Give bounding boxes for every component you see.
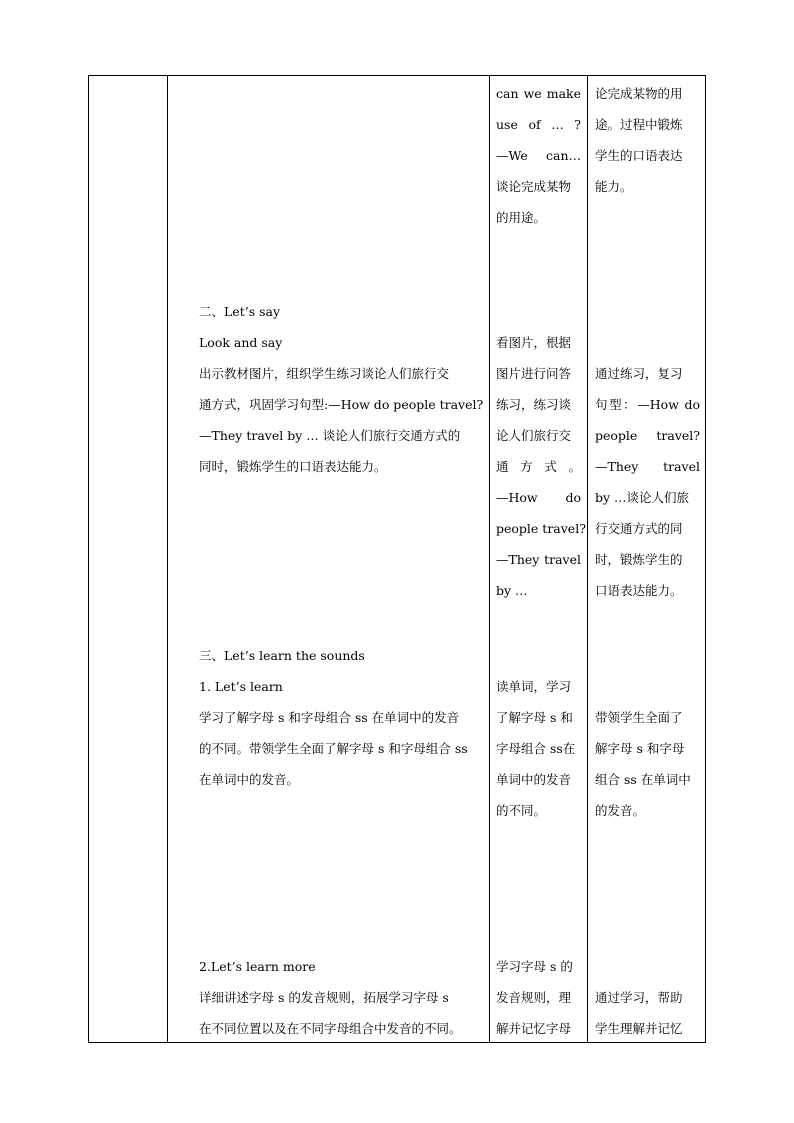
text-line: use of … ? <box>496 117 581 132</box>
text-line: people travel? <box>496 521 586 536</box>
text-line: —They travel by … 谈论人们旅行交通方式的 <box>199 428 461 443</box>
text-line: 在单词中的发音。 <box>199 772 300 787</box>
section2-activity-cell <box>496 327 586 606</box>
col4-top-cell <box>595 78 700 202</box>
text-line: 看图片，根据 <box>496 335 572 350</box>
column-divider <box>167 76 168 1042</box>
text-line: 行交通方式的同 <box>595 521 683 536</box>
section2-purpose-cell <box>595 358 700 606</box>
text-line: 带领学生全面了 <box>595 710 683 725</box>
text-line: 发音规则，理 <box>496 990 572 1005</box>
section3-more-activity-cell <box>496 951 581 1044</box>
text-line: 学生的口语表达 <box>595 148 683 163</box>
text-line: 口语表达能力。 <box>595 583 683 598</box>
text-line: 通过练习，复习 <box>595 366 683 381</box>
text-line: 学生理解并记忆 <box>595 1021 683 1036</box>
text-line: —How do <box>496 490 581 505</box>
text-line: 谈论完成某物 <box>496 179 572 194</box>
text-line: 的不同。 <box>496 803 547 818</box>
section3-more-purpose-cell <box>595 982 700 1044</box>
section-subheading: Look and say <box>199 335 283 350</box>
text-line: 学习了解字母 s 和字母组合 ss 在单词中的发音 <box>199 710 460 725</box>
text-line: 句型：—How do <box>595 397 700 412</box>
text-line: —They travel <box>496 552 581 567</box>
section-heading: 二、Let’s say <box>199 304 281 319</box>
section-subheading: 1. Let’s learn <box>199 679 283 694</box>
text-line: 字母组合 ss在 <box>496 741 576 756</box>
text-line: —We can… <box>496 148 581 163</box>
text-line: 出示教材图片，组织学生练习谈论人们旅行交 <box>199 366 450 381</box>
text-line: 解字母 s 和字母 <box>595 741 685 756</box>
text-line: by …谈论人们旅 <box>595 490 690 505</box>
text-line: 通方式，巩固学习句型:—How do people travel? <box>199 397 484 412</box>
col3-top-cell <box>496 78 581 233</box>
text-line: people travel? <box>595 428 700 443</box>
text-line: 了解字母 s 和 <box>496 710 573 725</box>
column-divider <box>489 76 490 1042</box>
text-line: 的用途。 <box>496 210 547 225</box>
text-line: 能力。 <box>595 179 633 194</box>
text-line: 单词中的发音 <box>496 772 572 787</box>
section3-teaching-cell <box>199 640 484 795</box>
section3-purpose-cell <box>595 702 700 826</box>
text-line: 论完成某物的用 <box>595 86 683 101</box>
text-line: 通过学习，帮助 <box>595 990 683 1005</box>
lesson-plan-table <box>88 75 706 1043</box>
text-line: 组合 ss 在单词中 <box>595 772 691 787</box>
text-line: 解并记忆字母 <box>496 1021 572 1036</box>
text-line: 读单词，学习 <box>496 679 572 694</box>
text-line: by … <box>496 583 528 598</box>
text-line: 同时，锻炼学生的口语表达能力。 <box>199 459 387 474</box>
text-line: 时，锻炼学生的 <box>595 552 683 567</box>
text-line: 论人们旅行交 <box>496 428 572 443</box>
column-divider <box>587 76 588 1042</box>
section-subheading: 2.Let’s learn more <box>199 959 316 974</box>
section-heading: 三、Let’s learn the sounds <box>199 648 365 663</box>
text-line: 在不同位置以及在不同字母组合中发音的不同。 <box>199 1021 462 1036</box>
text-line: 的不同。带领学生全面了解字母 s 和字母组合 ss <box>199 741 468 756</box>
text-line: 详细讲述字母 s 的发音规则，拓展学习字母 s <box>199 990 449 1005</box>
text-line: can we make <box>496 86 581 101</box>
text-line: 通 方 式 。 <box>496 459 581 474</box>
text-line: 途。过程中锻炼 <box>595 117 683 132</box>
text-line: 练习，练习谈 <box>496 397 572 412</box>
text-line: 的发音。 <box>595 803 646 818</box>
section2-teaching-cell <box>199 296 484 482</box>
text-line: 图片进行问答 <box>496 366 572 381</box>
text-line: 学习字母 s 的 <box>496 959 573 974</box>
section3-more-teaching-cell <box>199 951 484 1044</box>
text-line: —They travel <box>595 459 700 474</box>
section3-activity-cell <box>496 671 581 826</box>
